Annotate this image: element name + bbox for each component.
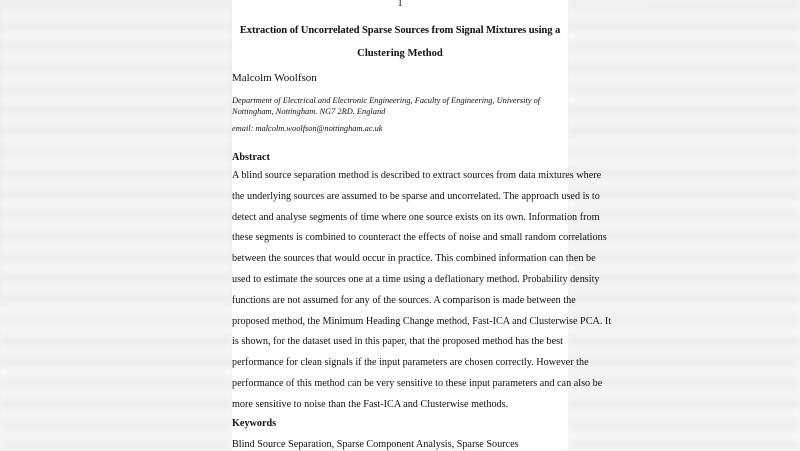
abstract-line: used to estimate the sources one at a time using a deflationary method. Probability density — [232, 274, 600, 285]
abstract-line: the underlying sources are assumed to be sparse and uncorrelated. The approach used is to — [232, 190, 600, 202]
affiliation-line-1: Department of Electrical and Electronic Engineering, Faculty of Engineering, University of — [232, 96, 541, 105]
abstract-line: these segments is combined to counteract the effects of noise and small random correlations — [232, 232, 607, 244]
title-line-1: Extraction of Uncorrelated Sparse Sources from Signal Mixtures using a — [239, 25, 561, 36]
abstract-line: between the sources that would occur in practice. This combined information can then be — [232, 253, 596, 265]
abstract-line: more sensitive to noise than the Fast-ICA and Clusterwise methods. — [232, 398, 509, 410]
abstract-heading: Abstract — [232, 152, 270, 163]
page-number: 1 — [397, 0, 403, 9]
abstract-line: A blind source separation method is described to extract sources from data mixtures where — [232, 170, 602, 181]
blurred-background-left — [0, 0, 232, 450]
abstract-line: is shown, for the dataset used in this paper, that the proposed method has the best — [232, 336, 563, 348]
abstract-line: performance of this method can be very sensitive to these input parameters and can also be — [232, 378, 603, 389]
abstract-line: proposed method, the Minimum Heading Change method, Fast-ICA and Clusterwise PCA. It — [232, 315, 612, 327]
abstract-line: functions are not assumed for any of the sources. A comparison is made between the — [232, 294, 576, 306]
paper-page — [232, 0, 612, 450]
abstract-line: detect and analyse segments of time where one source exists on its own. Information from — [232, 211, 600, 223]
keywords-heading: Keywords — [232, 418, 277, 429]
keywords: Blind Source Separation, Sparse Component Analysis, Sparse Sources — [232, 439, 519, 450]
affiliation-line-2: Nottingham, Nottingham. NG7 2RD. England — [232, 107, 386, 116]
email: email: malcolm.woolfson@nottingham.ac.uk — [232, 124, 383, 133]
title-line-2: Clustering Method — [357, 48, 443, 59]
abstract-line: performance for clean signals if the input parameters are chosen correctly. However the — [232, 357, 589, 369]
author: Malcolm Woolfson — [232, 72, 317, 84]
blurred-background-right — [568, 0, 800, 450]
